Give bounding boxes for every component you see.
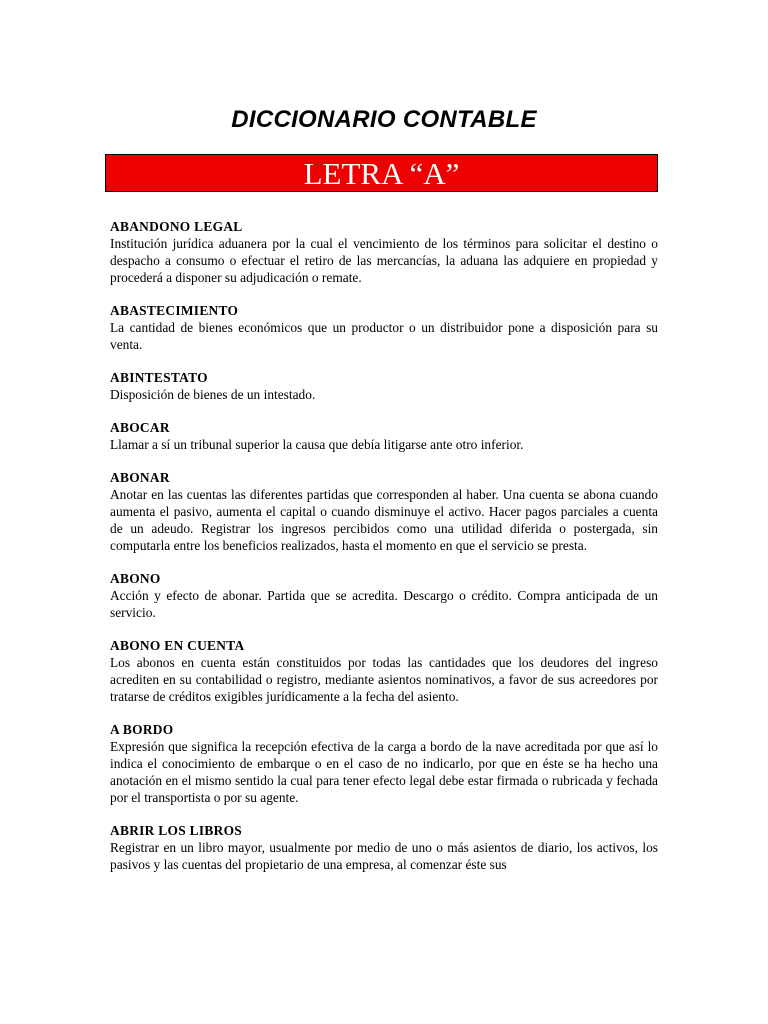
entry-definition: Los abonos en cuenta están constituidos por todas las cantidades que los deudores del ingreso acrediten en su contabilidad o registro, mediante asientos nominativos, a favor de sus acreedores por tratarse de créditos exigibles jurídicamente a la fecha del asiento. bbox=[110, 655, 658, 704]
glossary-entry bbox=[110, 822, 658, 873]
entry-definition: Acción y efecto de abonar. Partida que se acredita. Descargo o crédito. Compra anticipada de un servicio. bbox=[110, 588, 658, 620]
letter-heading: LETRA “A” bbox=[303, 155, 460, 191]
document-title: DICCIONARIO CONTABLE bbox=[231, 106, 537, 133]
entry-term: ABOCAR bbox=[110, 420, 170, 435]
entry-definition: Anotar en las cuentas las diferentes partidas que corresponden al haber. Una cuenta se abona cuando aumenta el pasivo, aumenta el capital o cuando disminuye el activo. Hacer pagos parciales a cuenta de un adeudo. Registrar los ingresos percibidos como una utilidad diferida o postergada, sin computarla entre los beneficios realizados, hasta el momento en que el servicio se presta. bbox=[110, 487, 658, 553]
glossary-entries bbox=[110, 218, 658, 889]
glossary-entry bbox=[110, 218, 658, 286]
letter-heading-banner bbox=[105, 154, 658, 192]
entry-term: ABANDONO LEGAL bbox=[110, 219, 243, 234]
entry-term: ABASTECIMIENTO bbox=[110, 303, 239, 318]
entry-term: ABONO bbox=[110, 571, 161, 586]
entry-definition: Disposición de bienes de un intestado. bbox=[110, 387, 316, 402]
entry-definition: Institución jurídica aduanera por la cual el vencimiento de los términos para solicitar el destino o despacho a consumo o efectuar el retiro de las mercancías, la aduana las adquiere en propiedad y procederá a disponer su adjudicación o remate. bbox=[110, 236, 658, 285]
entry-term: ABONO EN CUENTA bbox=[110, 638, 245, 653]
entry-definition: Llamar a sí un tribunal superior la causa que debía litigarse ante otro inferior. bbox=[110, 437, 524, 452]
entry-term: ABRIR LOS LIBROS bbox=[110, 823, 243, 838]
entry-term: ABONAR bbox=[110, 470, 170, 485]
entry-definition: Registrar en un libro mayor, usualmente por medio de uno o más asientos de diario, los activos, los pasivos y las cuentas del propietario de una empresa, al comenzar éste sus bbox=[110, 840, 658, 872]
glossary-entry bbox=[110, 721, 658, 806]
entry-definition: Expresión que significa la recepción efectiva de la carga a bordo de la nave acreditada por que así lo indica el conocimiento de embarque o en el caso de no indicarlo, por que en éste se ha hecho una anotación en el mismo sentido la cual para tener efecto legal debe estar firmada o rubricada y fechada por el transportista o por su agente. bbox=[110, 739, 658, 805]
glossary-entry bbox=[110, 369, 658, 403]
entry-definition: La cantidad de bienes económicos que un productor o un distribuidor pone a disposición para su venta. bbox=[110, 320, 658, 352]
entry-term: ABINTESTATO bbox=[110, 370, 208, 385]
glossary-entry bbox=[110, 419, 658, 453]
glossary-entry bbox=[110, 469, 658, 554]
entry-term: A BORDO bbox=[110, 722, 174, 737]
glossary-entry bbox=[110, 302, 658, 353]
glossary-entry bbox=[110, 637, 658, 705]
glossary-entry bbox=[110, 570, 658, 621]
